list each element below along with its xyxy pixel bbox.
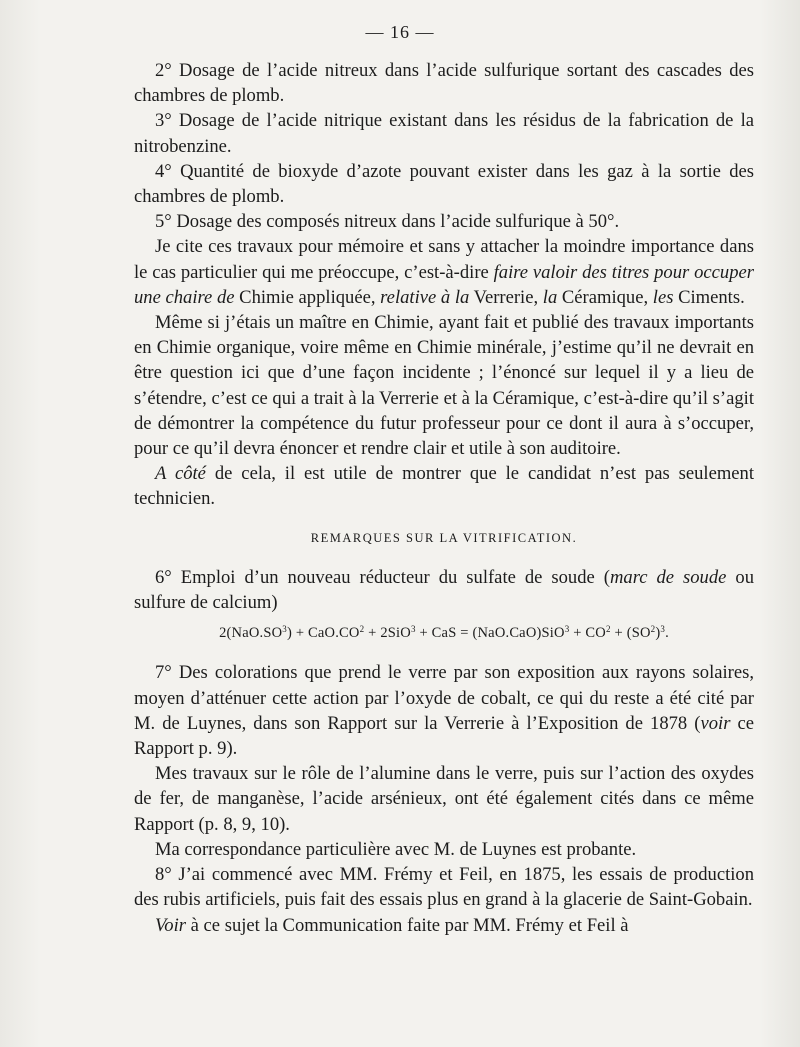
italic-run: faire valoir des titres pour occuper une chaire de [134,261,754,308]
formula-superscript: 3 [660,624,666,635]
formula-part: + (SO [610,625,651,642]
text-run: de cela, il est utile de montrer que le candidat n’est pas seulement technicien. [134,463,755,510]
chimie-paragraph: Même si j’étais un maître en Chimie, ayant fait et publié des travaux importants en Chimie organique, voire même en Chimie minérale, j’estime qu’il ne devrait en être question ici que d’une façon incidente ; l’énoncé sur lequel il y a lieu de s’étendre, c’est ce qui a trait à la Verrerie et à la Céramique, c’est-à-dire qu’il s’agit de démontrer la compétence du futur professeur pour ce dont il aura à s’occuper, pour ce qu’il devra énoncer et rendre clair et utile à son auditoire. [134,312,754,460]
italic-run: marc de soude [609,566,727,588]
formula-part: + CO [569,625,606,642]
formula-superscript: 3 [410,624,416,635]
text-run: 6° Emploi d’un nouveau réducteur du sulfate de soude ( [155,566,610,588]
voir-paragraph [134,913,754,938]
section-heading: REMARQUES SUR LA VITRIFICATION. [310,530,578,545]
italic-run: voir [700,712,731,734]
text-run: Ciments. [673,286,745,308]
formula-part: + CaS = (NaO.CaO)SiO [415,625,565,642]
formula-part: ) + CaO.CO [286,625,360,642]
item-3-paragraph: 3° Dosage de l’acide nitrique existant dans les résidus de la fabrication de la nitrobenzine. [134,110,754,157]
text-run: ce Rapport p. 9). [134,712,755,760]
text-run: 7° Des colorations que prend le verre par son exposition aux rayons solaires, moyen d’atténuer cette action par l’oxyde de cobalt, ce qui du reste a été cité par M. de Luynes, dans son Rapport sur la Verrerie à l’Exposition de 1878 ( [134,662,754,734]
alumine-paragraph: Mes travaux sur le rôle de l’alumine dans le verre, puis sur l’action des oxydes de fer, de manganèse, l’acide arsénieux, ont été également cités dans ce même Rapport (p. 8, 9, 10). [134,763,754,835]
formula-superscript: 2 [359,624,365,635]
item-4-paragraph: 4° Quantité de bioxyde d’azote pouvant exister dans les gaz à la sortie des chambres de plomb. [134,160,754,208]
italic-run: relative à la [380,286,470,308]
text-run: Céramique, [557,286,653,308]
item-5-paragraph: 5° Dosage des composés nitreux dans l’acide sulfurique à 50°. [155,211,620,233]
italic-run: Voir [155,914,186,936]
page-number-header: — 16 — [365,22,435,42]
text-run: ou sulfure de calcium) [134,566,754,614]
formula-superscript: 2 [605,624,611,635]
correspondance-paragraph: Ma correspondance particulière avec M. de Luynes est probante. [155,838,637,860]
formula-part: . [665,625,669,642]
formula-superscript: 3 [282,624,287,635]
formula-part: + 2SiO [364,625,411,642]
formula-superscript: 3 [564,624,570,635]
formula-part: 2(NaO.SO [219,625,283,642]
a-cote-paragraph [134,461,754,511]
text-run: Verrerie, [469,286,543,308]
memoire-paragraph [134,234,754,310]
item-2-paragraph: 2° Dosage de l’acide nitreux dans l’acide sulfurique sortant des cascades des chambres de plomb. [134,60,754,107]
item-6-paragraph [134,565,754,615]
item-7-paragraph [134,660,754,761]
formula-part: ) [655,625,661,642]
text-run: Chimie appliquée, [234,286,381,308]
italic-run: A côté [155,463,206,485]
italic-run: les [652,286,674,308]
page-body [134,58,754,938]
chemical-equation [134,621,754,646]
text-run: Je cite ces travaux pour mémoire et sans y attacher la moindre importance dans le cas particulier qui me préoccupe, c’est-à-dire [134,236,754,283]
item-8-paragraph: 8° J’ai commencé avec MM. Frémy et Feil, en 1875, les essais de production des rubis artificiels, puis fait des essais plus en grand à la glacerie de Saint-Gobain. [134,864,754,911]
formula-superscript: 2 [650,624,656,635]
italic-run: la [542,286,558,308]
text-run: à ce sujet la Communication faite par MM. Frémy et Feil à [186,914,629,936]
